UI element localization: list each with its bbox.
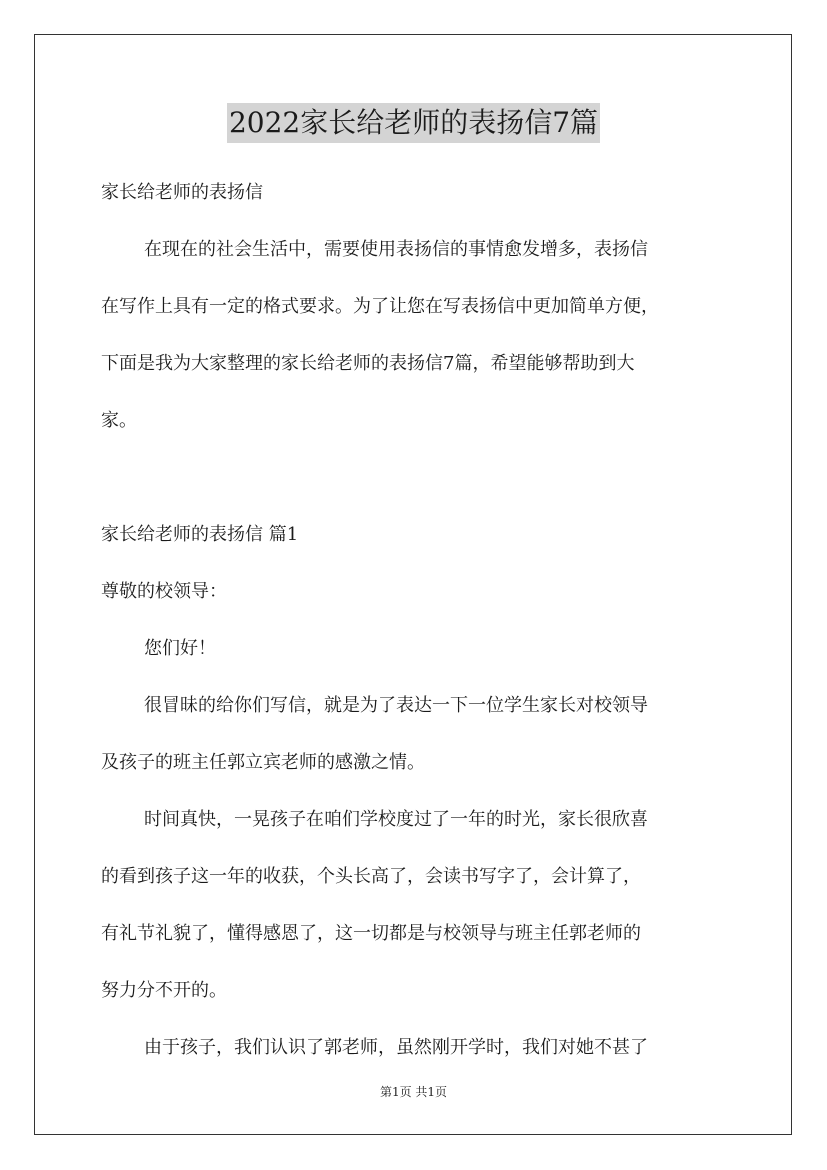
paragraph-line: 家。 (101, 410, 137, 431)
blank-line (101, 449, 731, 506)
paragraph-line: 时间真快，一晃孩子在咱们学校度过了一年的时光，家长很欣喜 (144, 809, 648, 830)
title-container (0, 103, 827, 143)
paragraph-line: 在写作上具有一定的格式要求。为了让您在写表扬信中更加简单方便， (101, 296, 659, 317)
paragraph-line: 很冒昧的给你们写信，就是为了表达一下一位学生家长对校领导 (144, 695, 648, 716)
paragraph-line: 的看到孩子这一年的收获，个头长高了，会读书写字了，会计算了， (101, 866, 641, 887)
paragraph-line: 及孩子的班主任郭立宾老师的感激之情。 (101, 752, 425, 773)
paragraph-line: 由于孩子，我们认识了郭老师，虽然刚开学时，我们对她不甚了 (144, 1037, 648, 1058)
paragraph-line: 在现在的社会生活中，需要使用表扬信的事情愈发增多，表扬信 (144, 239, 648, 260)
paragraph-line: 下面是我为大家整理的家长给老师的表扬信7篇，希望能够帮助到大 (101, 353, 635, 374)
document-title: 2022家长给老师的表扬信7篇 (227, 103, 600, 143)
greeting: 您们好！ (144, 638, 216, 659)
paragraph-line: 有礼节礼貌了，懂得感恩了，这一切都是与校领导与班主任郭老师的 (101, 923, 641, 944)
paragraph-line: 努力分不开的。 (101, 980, 227, 1001)
page-footer: 第1页 共1页 (379, 1085, 448, 1099)
section-heading: 家长给老师的表扬信 篇1 (101, 524, 299, 545)
salutation: 尊敬的校领导： (101, 581, 227, 602)
document-body (101, 164, 731, 1076)
section-heading: 家长给老师的表扬信 (101, 182, 263, 203)
